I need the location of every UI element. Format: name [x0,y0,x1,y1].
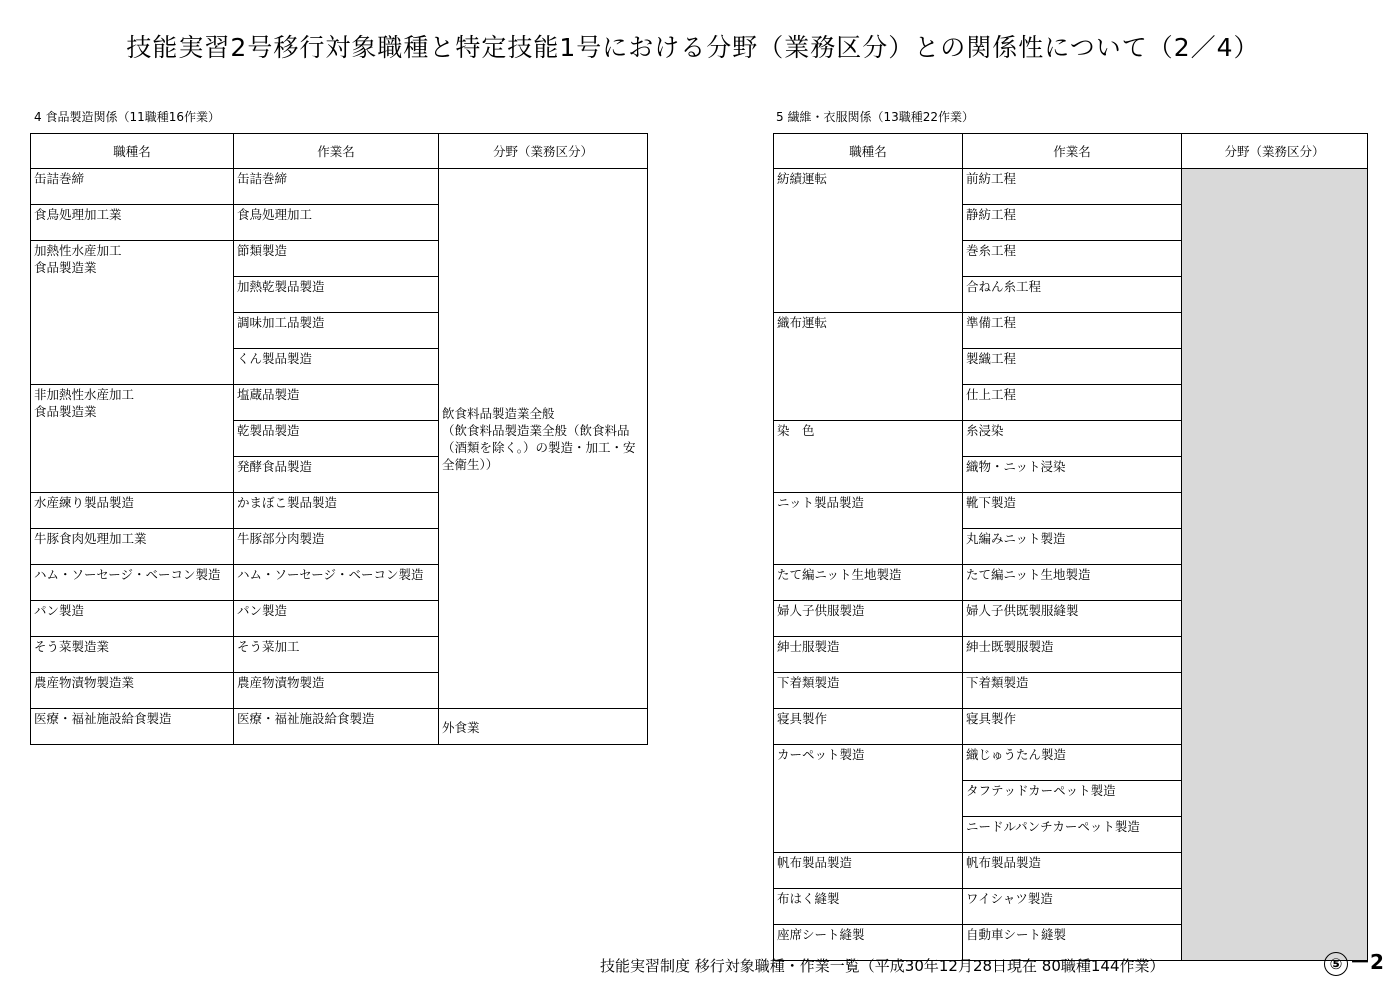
job-name-cell: 医療・福祉施設給食製造 [31,709,234,745]
job-name-cell: 婦人子供服製造 [774,601,963,637]
work-name-cell: タフテッドカーペット製造 [963,781,1182,817]
left-table-caption: 4 食品製造関係（11職種16作業） [34,110,220,124]
job-name-cell: 加熱性水産加工 食品製造業 [31,241,234,385]
table-row [774,169,1368,205]
header-field: 分野（業務区分） [1182,134,1368,169]
work-name-cell: 婦人子供既製服縫製 [963,601,1182,637]
table-row [31,169,648,205]
job-name-cell: 染 色 [774,421,963,493]
work-name-cell: 調味加工品製造 [234,313,439,349]
work-name-cell: 丸編みニット製造 [963,529,1182,565]
job-name-cell: 布はく縫製 [774,889,963,925]
work-name-cell: ハム・ソーセージ・ベーコン製造 [234,565,439,601]
work-name-cell: 仕上工程 [963,385,1182,421]
work-name-cell: 缶詰巻締 [234,169,439,205]
right-table-caption: 5 繊維・衣服関係（13職種22作業） [776,110,974,124]
work-name-cell: ワイシャツ製造 [963,889,1182,925]
job-name-cell: パン製造 [31,601,234,637]
job-name-cell: 紳士服製造 [774,637,963,673]
job-name-cell: そう菜製造業 [31,637,234,673]
header-work-name: 作業名 [234,134,439,169]
page-number-suffix: －2 [1350,950,1384,974]
job-name-cell: 水産練り製品製造 [31,493,234,529]
job-name-cell: 紡績運転 [774,169,963,313]
work-name-cell: 農産物漬物製造 [234,673,439,709]
job-name-cell: 食鳥処理加工業 [31,205,234,241]
work-name-cell: 寝具製作 [963,709,1182,745]
job-name-cell: 織布運転 [774,313,963,421]
work-name-cell: 牛豚部分肉製造 [234,529,439,565]
page-title: 技能実習2号移行対象職種と特定技能1号における分野（業務区分）との関係性について（2／4） [126,33,1260,62]
work-name-cell: 織物・ニット浸染 [963,457,1182,493]
header-work-name: 作業名 [963,134,1182,169]
work-name-cell: たて編ニット生地製造 [963,565,1182,601]
job-name-cell: 下着類製造 [774,673,963,709]
work-name-cell: 静紡工程 [963,205,1182,241]
work-name-cell: 発酵食品製造 [234,457,439,493]
job-name-cell: 農産物漬物製造業 [31,673,234,709]
field-empty-gray [1182,169,1368,961]
work-name-cell: 織じゅうたん製造 [963,745,1182,781]
work-name-cell: くん製品製造 [234,349,439,385]
work-name-cell: 前紡工程 [963,169,1182,205]
work-name-cell: 節類製造 [234,241,439,277]
work-name-cell: パン製造 [234,601,439,637]
work-name-cell: 糸浸染 [963,421,1182,457]
job-name-cell: カーペット製造 [774,745,963,853]
job-name-cell: 非加熱性水産加工 食品製造業 [31,385,234,493]
field-food-manufacturing: 飲食料品製造業全般 （飲食料品製造業全般（飲食料品（酒類を除く。）の製造・加工・安全衛生）） [439,169,648,709]
job-name-cell: 缶詰巻締 [31,169,234,205]
work-name-cell: 塩蔵品製造 [234,385,439,421]
header-job-name: 職種名 [31,134,234,169]
work-name-cell: 巻糸工程 [963,241,1182,277]
work-name-cell: 乾製品製造 [234,421,439,457]
work-name-cell: 靴下製造 [963,493,1182,529]
job-name-cell: 牛豚食肉処理加工業 [31,529,234,565]
textile-clothing-table [773,133,1368,961]
job-name-cell: ニット製品製造 [774,493,963,565]
field-food-service: 外食業 [439,709,648,745]
work-name-cell: 帆布製品製造 [963,853,1182,889]
work-name-cell: そう菜加工 [234,637,439,673]
page-circle-number: ⑤ [1324,952,1348,976]
work-name-cell: かまぼこ製品製造 [234,493,439,529]
work-name-cell: 準備工程 [963,313,1182,349]
header-job-name: 職種名 [774,134,963,169]
job-name-cell: たて編ニット生地製造 [774,565,963,601]
header-field: 分野（業務区分） [439,134,648,169]
work-name-cell: 加熱乾製品製造 [234,277,439,313]
work-name-cell: 医療・福祉施設給食製造 [234,709,439,745]
footer-note: 技能実習制度 移行対象職種・作業一覧（平成30年12月28日現在 80職種144作業） [600,957,1165,975]
food-manufacturing-table [30,133,648,745]
work-name-cell: 食鳥処理加工 [234,205,439,241]
work-name-cell: 自動車シート縫製 [963,925,1182,961]
job-name-cell: 帆布製品製造 [774,853,963,889]
work-name-cell: 製織工程 [963,349,1182,385]
page-number [1324,946,1384,976]
work-name-cell: 紳士既製服製造 [963,637,1182,673]
work-name-cell: ニードルパンチカーペット製造 [963,817,1182,853]
work-name-cell: 下着類製造 [963,673,1182,709]
job-name-cell: ハム・ソーセージ・ベーコン製造 [31,565,234,601]
job-name-cell: 寝具製作 [774,709,963,745]
table-row [31,709,648,745]
job-name-cell: 座席シート縫製 [774,925,963,961]
work-name-cell: 合ねん糸工程 [963,277,1182,313]
